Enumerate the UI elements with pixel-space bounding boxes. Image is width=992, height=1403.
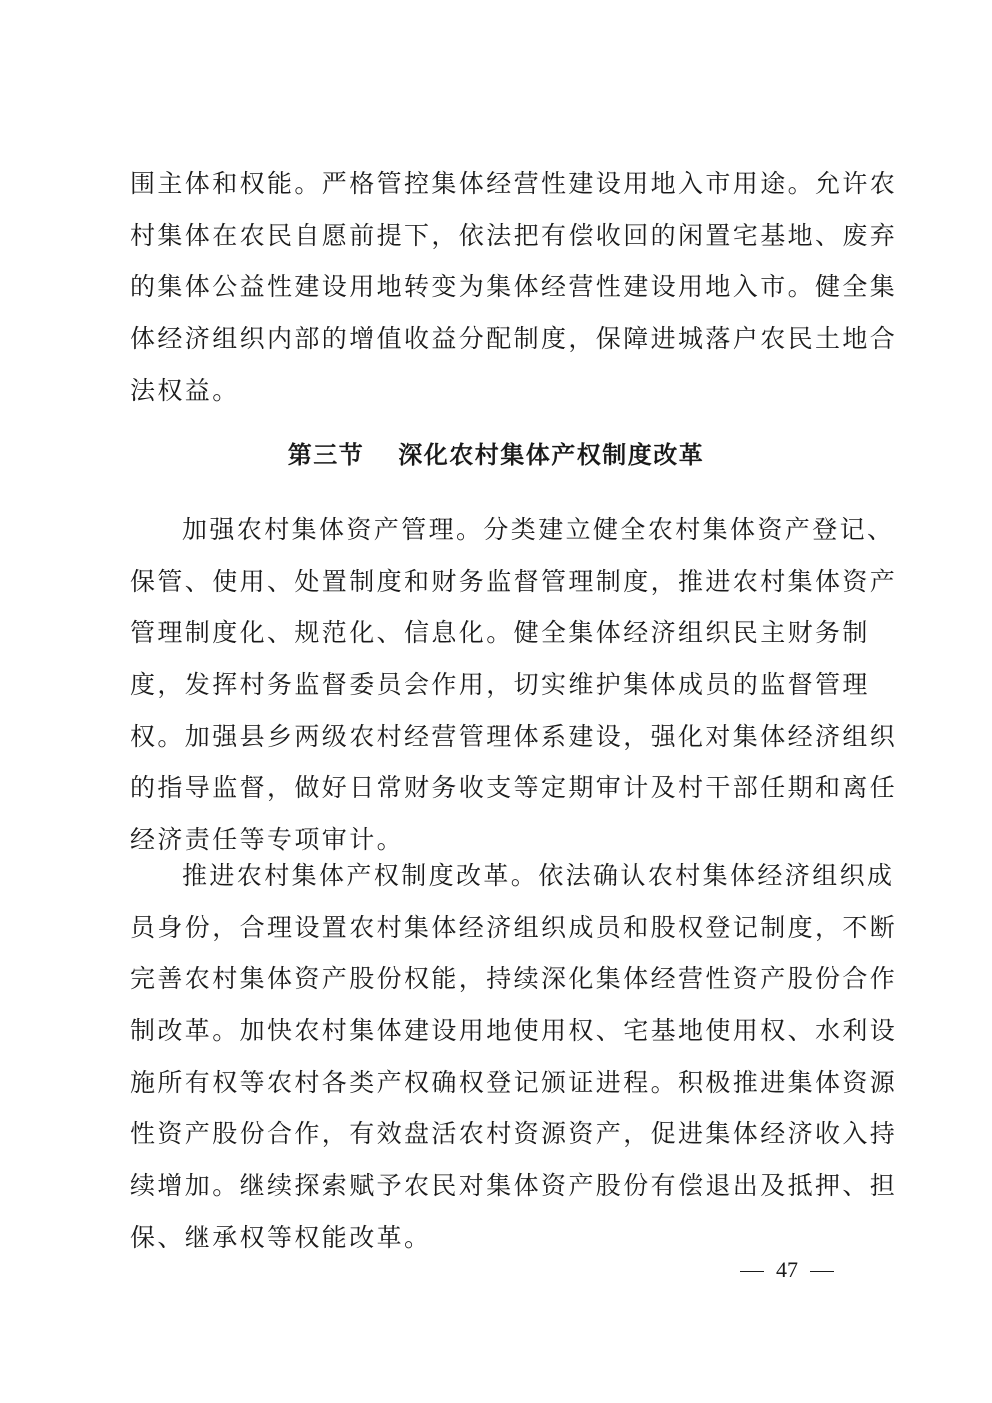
text-line: 体经济组织内部的增值收益分配制度，保障进城落户农民土地合: [130, 324, 898, 354]
text-line: 员身份，合理设置农村集体经济组织成员和股权登记制度，不断: [130, 912, 898, 942]
section-heading: [0, 430, 992, 480]
text-line: 完善农村集体资产股份权能，持续深化集体经营性资产股份合作: [130, 964, 898, 994]
section-number: 第三节: [287, 441, 365, 469]
page-footer: [728, 1252, 848, 1288]
text-line: 续增加。继续探索赋予农民对集体资产股份有偿退出及抵押、担: [130, 1171, 898, 1201]
text-line: 加强农村集体资产管理。分类建立健全农村集体资产登记、: [182, 515, 895, 544]
paragraph-asset-management: [130, 504, 898, 866]
text-line: 权。加强县乡两级农村经营管理体系建设，强化对集体经济组织: [130, 721, 898, 751]
text-line: 保管、使用、处置制度和财务监督管理制度，推进农村集体资产: [130, 566, 898, 596]
text-line: 性资产股份合作，有效盘活农村资源资产，促进集体经济收入持: [130, 1119, 898, 1149]
text-line: 的集体公益性建设用地转变为集体经营性建设用地入市。健全集: [130, 272, 898, 302]
page-number: 47: [776, 1257, 798, 1282]
section-title: 深化农村集体产权制度改革: [398, 441, 705, 469]
text-line: 制改革。加快农村集体建设用地使用权、宅基地使用权、水利设: [130, 1016, 898, 1046]
text-line: 经济责任等专项审计。: [130, 825, 405, 855]
dash-left: [740, 1271, 764, 1272]
continuation-paragraph: [130, 158, 898, 416]
text-line: 推进农村集体产权制度改革。依法确认农村集体经济组织成: [182, 861, 895, 890]
paragraph-property-reform: [130, 850, 898, 1264]
dash-right: [810, 1271, 834, 1272]
text-line: 法权益。: [130, 375, 240, 405]
text-line: 村集体在农民自愿前提下，依法把有偿收回的闲置宅基地、废弃: [130, 220, 898, 250]
text-line: 的指导监督，做好日常财务收支等定期审计及村干部任期和离任: [130, 773, 898, 803]
text-line: 保、继承权等权能改革。: [130, 1222, 432, 1252]
text-line: 管理制度化、规范化、信息化。健全集体经济组织民主财务制: [130, 618, 870, 648]
text-line: 度，发挥村务监督委员会作用，切实维护集体成员的监督管理: [130, 670, 870, 700]
text-line: 围主体和权能。严格管控集体经营性建设用地入市用途。允许农: [130, 169, 898, 198]
text-line: 施所有权等农村各类产权确权登记颁证进程。积极推进集体资源: [130, 1067, 898, 1097]
